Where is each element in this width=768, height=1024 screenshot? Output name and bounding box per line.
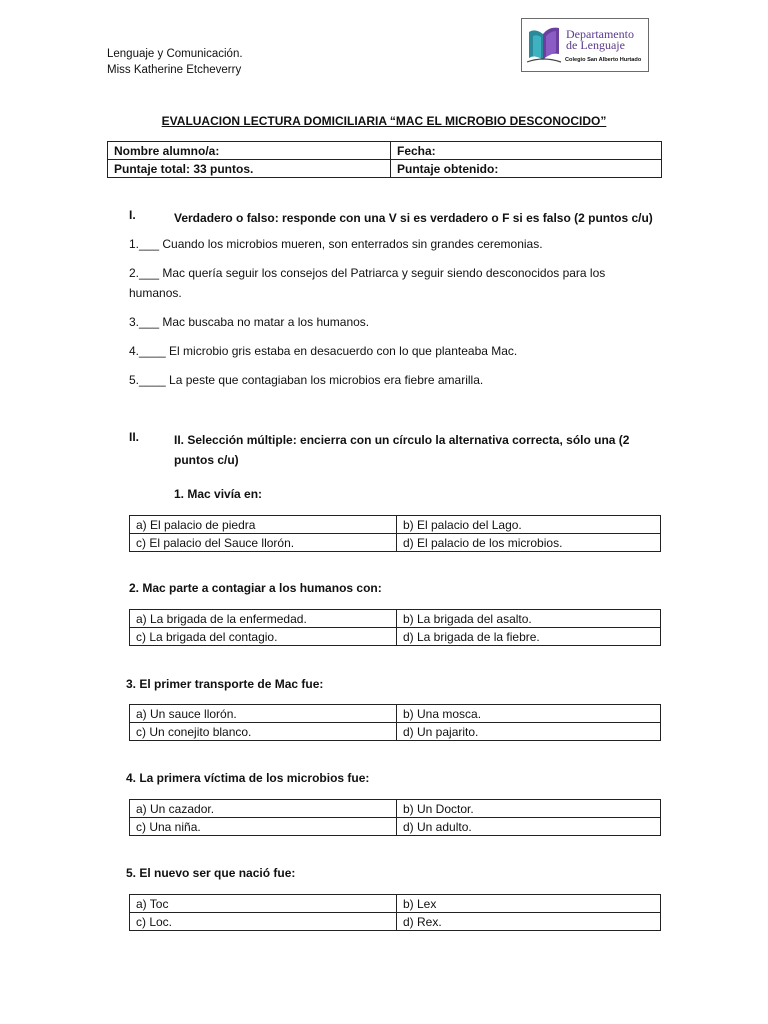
option-a[interactable]: a) Toc xyxy=(130,895,397,913)
total-score: Puntaje total: 33 puntos. xyxy=(108,160,391,178)
question-text: 3. El primer transporte de Mac fue: xyxy=(126,677,324,691)
question-options xyxy=(129,799,661,836)
option-d[interactable]: d) El palacio de los microbios. xyxy=(397,534,661,552)
option-a[interactable]: a) Un sauce llorón. xyxy=(130,705,397,723)
department-logo xyxy=(521,18,649,72)
section-instruction: Verdadero o falso: responde con una V si es verdadero o F si es falso (2 puntos c/u) xyxy=(174,211,653,225)
tf-item[interactable]: 3.___ Mac buscaba no matar a los humanos. xyxy=(129,315,370,329)
section-number: I. xyxy=(129,208,136,222)
logo-title: Departamento de Lenguaje xyxy=(566,27,634,52)
option-b[interactable]: b) El palacio del Lago. xyxy=(397,516,661,534)
option-d[interactable]: d) La brigada de la fiebre. xyxy=(397,628,661,646)
question-text: 4. La primera víctima de los microbios fue: xyxy=(126,771,370,785)
option-b[interactable]: b) Lex xyxy=(397,895,661,913)
option-d[interactable]: d) Un adulto. xyxy=(397,818,661,836)
date-field[interactable]: Fecha: xyxy=(391,142,662,160)
question-options xyxy=(129,515,661,552)
question-text: 5. El nuevo ser que nació fue: xyxy=(126,866,296,880)
option-c[interactable]: c) Loc. xyxy=(130,913,397,931)
option-d[interactable]: d) Un pajarito. xyxy=(397,723,661,741)
tf-item[interactable]: 1.___ Cuando los microbios mueren, son enterrados sin grandes ceremonias. xyxy=(129,237,543,251)
section-number: II. xyxy=(129,430,140,444)
tf-item[interactable]: 5.____ La peste que contagiaban los microbios era fiebre amarilla. xyxy=(129,373,484,387)
books-icon xyxy=(525,22,565,68)
tf-item[interactable]: 4.____ El microbio gris estaba en desacuerdo con lo que planteaba Mac. xyxy=(129,344,518,358)
option-b[interactable]: b) Un Doctor. xyxy=(397,800,661,818)
logo-school: Colegio San Alberto Hurtado xyxy=(565,57,642,63)
question-options xyxy=(129,704,661,741)
option-d[interactable]: d) Rex. xyxy=(397,913,661,931)
question-options xyxy=(129,609,661,646)
option-a[interactable]: a) El palacio de piedra xyxy=(130,516,397,534)
student-name-field[interactable]: Nombre alumno/a: xyxy=(108,142,391,160)
header-left xyxy=(107,46,243,78)
question-options xyxy=(129,894,661,931)
subject-label: Lenguaje y Comunicación. xyxy=(107,48,243,60)
option-c[interactable]: c) La brigada del contagio. xyxy=(130,628,397,646)
option-c[interactable]: c) Un conejito blanco. xyxy=(130,723,397,741)
option-b[interactable]: b) Una mosca. xyxy=(397,705,661,723)
question-text: 1. Mac vivía en: xyxy=(174,487,263,501)
option-a[interactable]: a) La brigada de la enfermedad. xyxy=(130,610,397,628)
student-info-table xyxy=(107,141,662,178)
option-b[interactable]: b) La brigada del asalto. xyxy=(397,610,661,628)
option-c[interactable]: c) Una niña. xyxy=(130,818,397,836)
option-a[interactable]: a) Un cazador. xyxy=(130,800,397,818)
obtained-score-field[interactable]: Puntaje obtenido: xyxy=(391,160,662,178)
question-text: 2. Mac parte a contagiar a los humanos con: xyxy=(129,581,382,595)
page-title xyxy=(0,114,768,128)
section-instruction: II. Selección múltiple: encierra con un círculo la alternativa correcta, sólo una (2 puntos c/u) xyxy=(174,433,630,467)
option-c[interactable]: c) El palacio del Sauce llorón. xyxy=(130,534,397,552)
teacher-name: Miss Katherine Etcheverry xyxy=(107,64,242,76)
page-title-text: EVALUACION LECTURA DOMICILIARIA “MAC EL MICROBIO DESCONOCIDO” xyxy=(161,114,607,128)
tf-item[interactable]: 2.___ Mac quería seguir los consejos del Patriarca y seguir siendo desconocidos para los humanos. xyxy=(129,266,606,300)
